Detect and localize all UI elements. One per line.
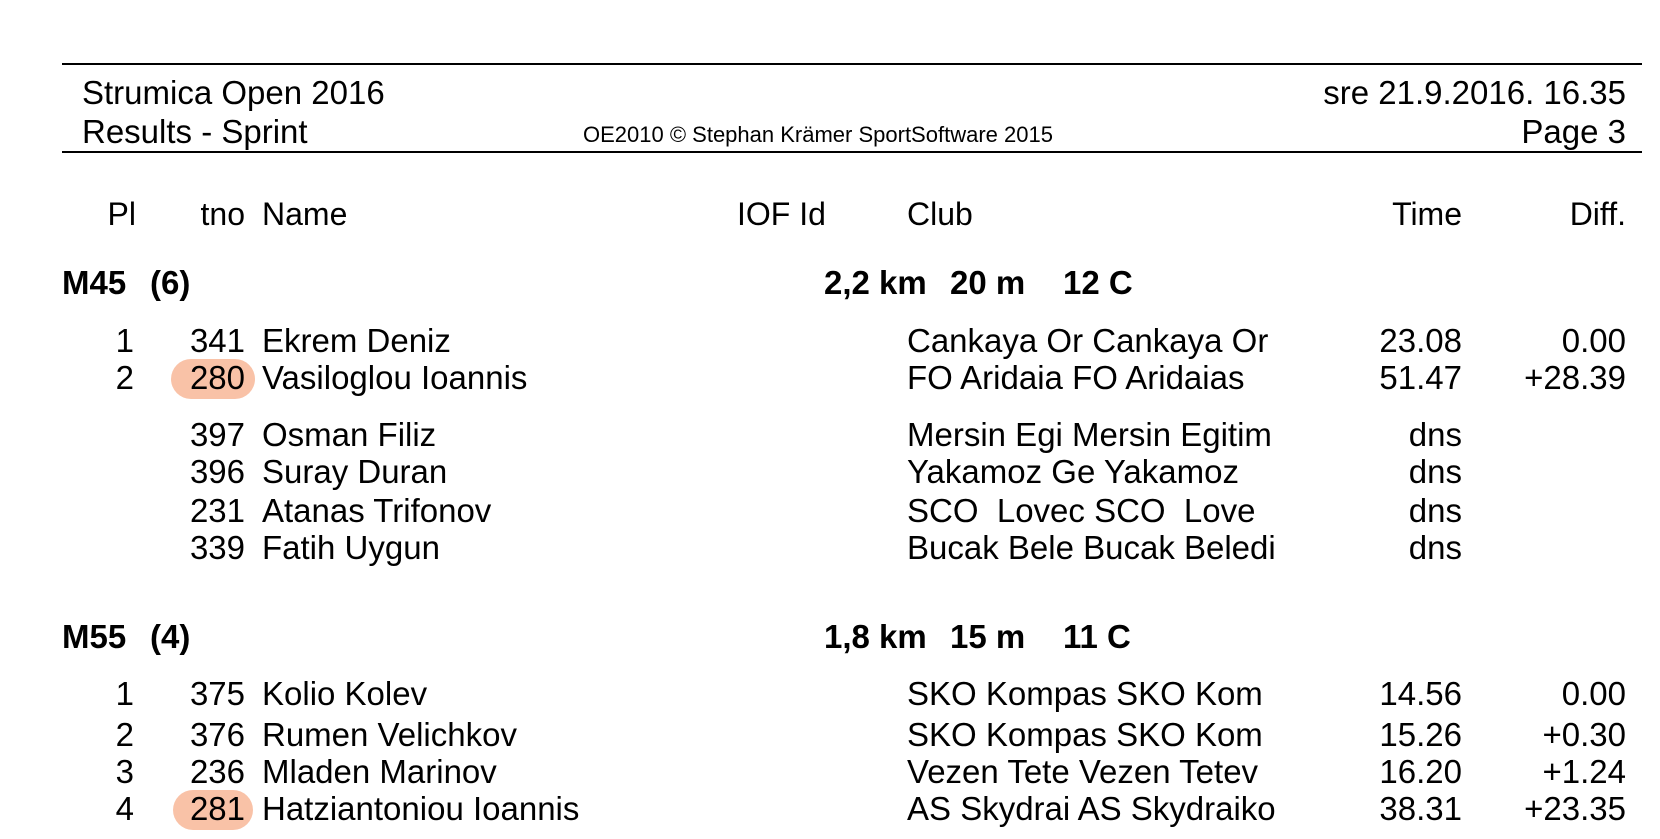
row-name: Ekrem Deniz (262, 322, 451, 359)
row-tno: 281 (189, 790, 245, 827)
row-tno: 231 (189, 492, 245, 529)
row-club: SKO Kompas SKO Kom (907, 675, 1263, 712)
row-diff: +0.30 (1542, 716, 1626, 753)
row-name: Vasiloglou Ioannis (262, 359, 528, 396)
row-name: Osman Filiz (262, 416, 437, 453)
results-subtitle: Results - Sprint (82, 113, 308, 150)
row-name: Kolio Kolev (262, 675, 428, 712)
row-club: FO Aridaia FO Aridaias (907, 359, 1245, 396)
row-diff: +1.24 (1542, 753, 1626, 790)
row-club: SCO Lovec SCO Love (907, 492, 1256, 529)
col-pl: Pl (107, 196, 136, 232)
row-tno: 396 (189, 453, 245, 490)
row-tno: 236 (189, 753, 245, 790)
row-club: Vezen Tete Vezen Tetev (907, 753, 1259, 790)
col-club: Club (907, 196, 973, 232)
event-title: Strumica Open 2016 (82, 74, 385, 111)
row-place: 4 (115, 790, 134, 827)
row-tno: 280 (189, 359, 245, 396)
class-count: (4) (150, 618, 191, 655)
row-time: dns (1408, 453, 1462, 490)
row-place: 1 (115, 675, 134, 712)
row-tno: 376 (189, 716, 245, 753)
row-tno: 397 (189, 416, 245, 453)
class-climb: 15 m (950, 618, 1026, 655)
row-time: 38.31 (1379, 790, 1462, 827)
row-diff: 0.00 (1561, 322, 1626, 359)
row-diff: +23.35 (1524, 790, 1626, 827)
class-climb: 20 m (950, 264, 1026, 301)
row-time: 14.56 (1379, 675, 1462, 712)
col-name: Name (262, 196, 348, 232)
row-tno: 341 (189, 322, 245, 359)
software-credit: OE2010 © Stephan Krämer SportSoftware 2015 (583, 122, 1053, 147)
row-tno: 339 (189, 529, 245, 566)
row-name: Atanas Trifonov (262, 492, 492, 529)
row-club: SKO Kompas SKO Kom (907, 716, 1263, 753)
row-time: 51.47 (1379, 359, 1462, 396)
class-controls: 11 C (1063, 618, 1131, 655)
row-club: Mersin Egi Mersin Egitim (907, 416, 1272, 453)
row-name: Fatih Uygun (262, 529, 440, 566)
col-time: Time (1392, 196, 1462, 232)
row-time: dns (1408, 416, 1462, 453)
class-name: M55 (62, 618, 127, 655)
class-distance: 2,2 km (824, 264, 927, 301)
row-tno: 375 (189, 675, 245, 712)
class-name: M45 (62, 264, 127, 301)
row-name: Rumen Velichkov (262, 716, 517, 753)
col-iof-id: IOF Id (737, 196, 826, 232)
row-time: dns (1408, 492, 1462, 529)
col-diff: Diff. (1569, 196, 1626, 232)
row-club: Yakamoz Ge Yakamoz (907, 453, 1239, 490)
row-club: AS Skydrai AS Skydraiko (907, 790, 1276, 827)
row-diff: +28.39 (1524, 359, 1626, 396)
row-place: 3 (115, 753, 134, 790)
col-tno: tno (200, 196, 245, 232)
row-time: 23.08 (1379, 322, 1462, 359)
row-club: Cankaya Or Cankaya Or (907, 322, 1269, 359)
header-bottom-rule (62, 151, 1642, 153)
row-diff: 0.00 (1561, 675, 1626, 712)
class-distance: 1,8 km (824, 618, 927, 655)
print-datetime: sre 21.9.2016. 16.35 (1323, 74, 1626, 111)
row-time: dns (1408, 529, 1462, 566)
row-time: 15.26 (1379, 716, 1462, 753)
class-controls: 12 C (1063, 264, 1133, 301)
header-top-rule (62, 63, 1642, 65)
class-count: (6) (150, 264, 191, 301)
row-time: 16.20 (1379, 753, 1462, 790)
row-club: Bucak Bele Bucak Beledi (907, 529, 1276, 566)
row-place: 2 (115, 716, 134, 753)
page-number: Page 3 (1521, 113, 1626, 150)
row-name: Mladen Marinov (262, 753, 497, 790)
row-place: 2 (115, 359, 134, 396)
row-place: 1 (115, 322, 134, 359)
row-name: Suray Duran (262, 453, 448, 490)
row-name: Hatziantoniou Ioannis (262, 790, 580, 827)
